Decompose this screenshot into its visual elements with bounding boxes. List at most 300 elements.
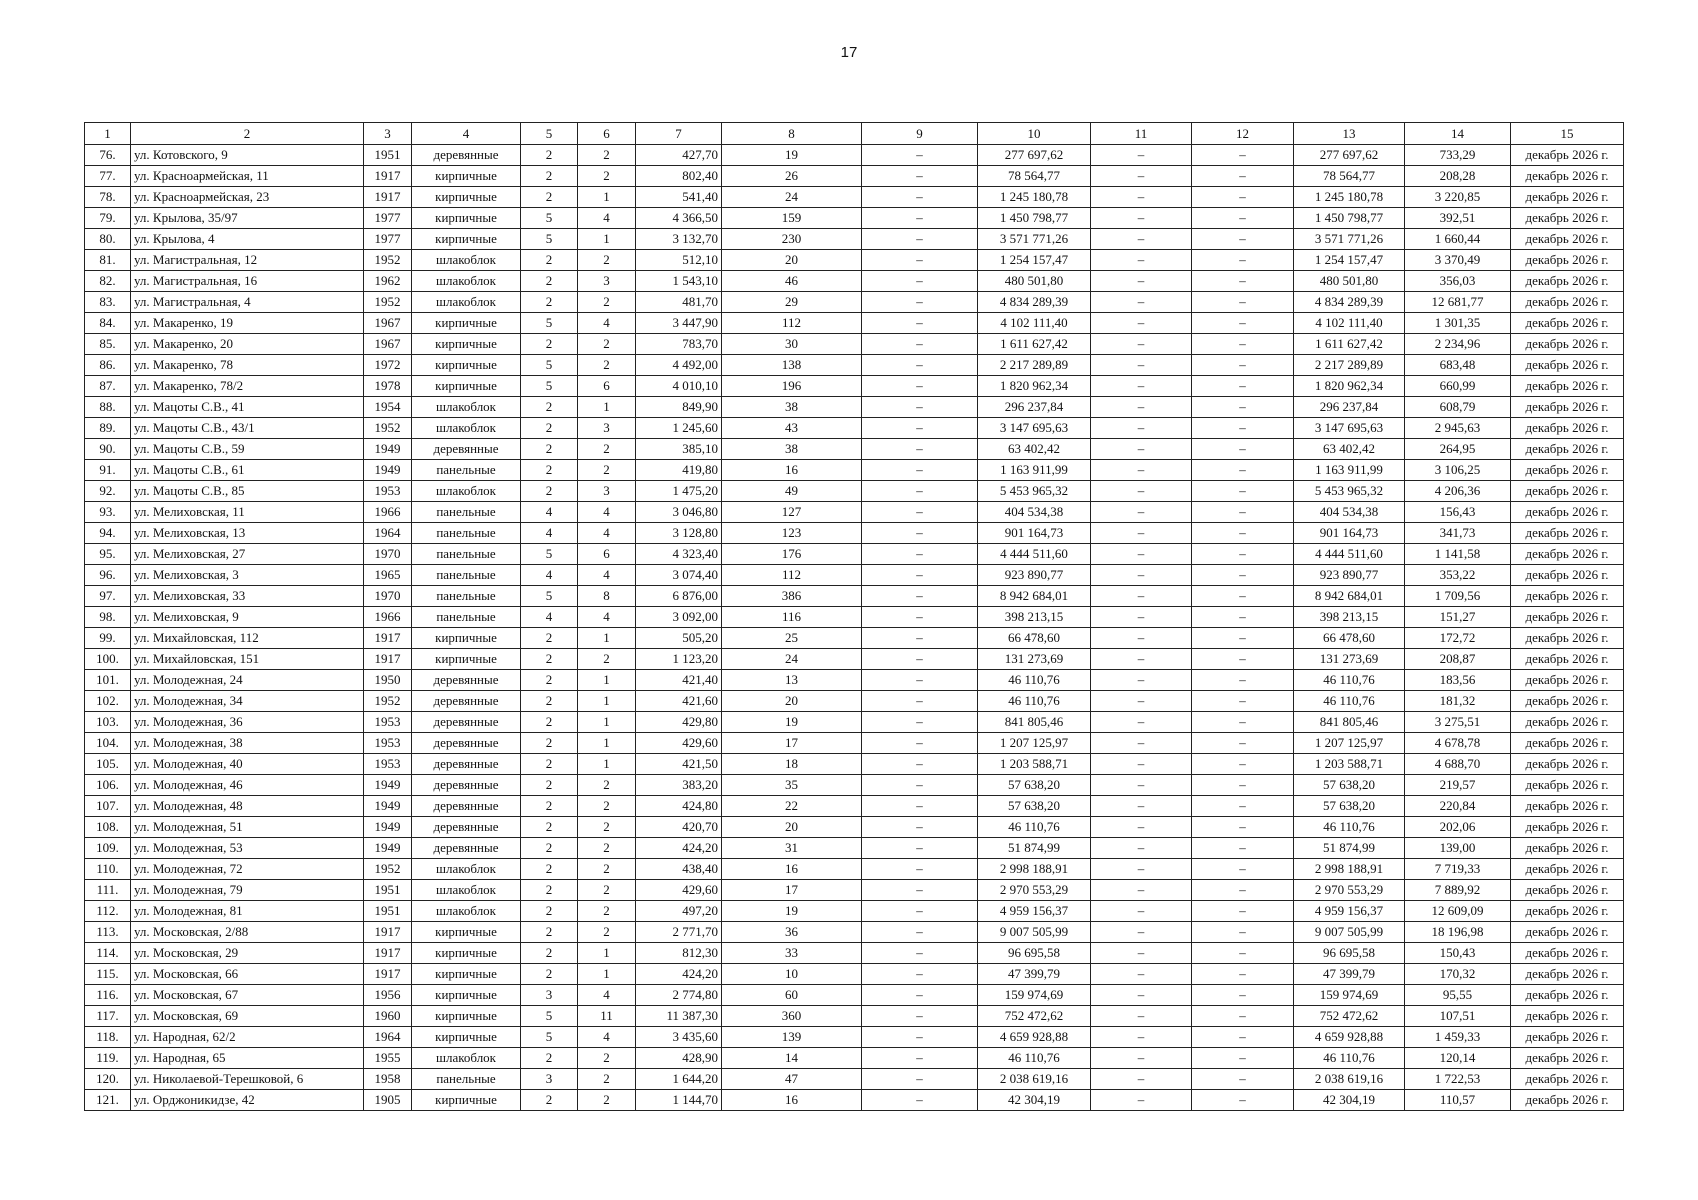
floors-cell: 2: [521, 166, 578, 187]
address-cell: ул. Мелиховская, 11: [131, 502, 364, 523]
deadline-cell: декабрь 2026 г.: [1511, 145, 1624, 166]
col-12-value-cell: –: [1192, 292, 1294, 313]
residents-cell: 38: [722, 439, 862, 460]
entrances-cell: 1: [578, 754, 636, 775]
residents-cell: 16: [722, 1090, 862, 1111]
deadline-cell: декабрь 2026 г.: [1511, 460, 1624, 481]
area-cell: 3 092,00: [636, 607, 722, 628]
col-12-value-cell: –: [1192, 649, 1294, 670]
address-cell: ул. Макаренко, 20: [131, 334, 364, 355]
entrances-cell: 2: [578, 1090, 636, 1111]
col-11-value-cell: –: [1091, 670, 1192, 691]
col-10-value-cell: 923 890,77: [978, 565, 1091, 586]
col-12-value-cell: –: [1192, 859, 1294, 880]
col-10-value-cell: 5 453 965,32: [978, 481, 1091, 502]
residents-cell: 360: [722, 1006, 862, 1027]
col-9-value-cell: –: [862, 880, 978, 901]
column-header-9: 9: [862, 123, 978, 145]
col-9-value-cell: –: [862, 460, 978, 481]
col-10-value-cell: 296 237,84: [978, 397, 1091, 418]
wall-material-cell: кирпичные: [412, 985, 521, 1006]
year-built-cell: 1951: [364, 880, 412, 901]
col-9-value-cell: –: [862, 208, 978, 229]
table-row: [85, 460, 1624, 481]
row-number-cell: 112.: [85, 901, 131, 922]
col-10-value-cell: 4 659 928,88: [978, 1027, 1091, 1048]
wall-material-cell: шлакоблок: [412, 397, 521, 418]
col-9-value-cell: –: [862, 439, 978, 460]
col-14-value-cell: 208,28: [1405, 166, 1511, 187]
floors-cell: 2: [521, 250, 578, 271]
row-number-cell: 97.: [85, 586, 131, 607]
floors-cell: 5: [521, 376, 578, 397]
wall-material-cell: панельные: [412, 544, 521, 565]
entrances-cell: 2: [578, 838, 636, 859]
address-cell: ул. Макаренко, 78: [131, 355, 364, 376]
row-number-cell: 98.: [85, 607, 131, 628]
table-row: [85, 880, 1624, 901]
address-cell: ул. Орджоникидзе, 42: [131, 1090, 364, 1111]
floors-cell: 2: [521, 922, 578, 943]
col-14-value-cell: 107,51: [1405, 1006, 1511, 1027]
col-12-value-cell: –: [1192, 943, 1294, 964]
floors-cell: 2: [521, 796, 578, 817]
area-cell: 4 366,50: [636, 208, 722, 229]
residents-cell: 33: [722, 943, 862, 964]
year-built-cell: 1917: [364, 187, 412, 208]
page-number: 17: [840, 44, 858, 61]
deadline-cell: декабрь 2026 г.: [1511, 1069, 1624, 1090]
deadline-cell: декабрь 2026 г.: [1511, 397, 1624, 418]
col-12-value-cell: –: [1192, 796, 1294, 817]
residents-cell: 17: [722, 733, 862, 754]
area-cell: 424,80: [636, 796, 722, 817]
deadline-cell: декабрь 2026 г.: [1511, 1048, 1624, 1069]
col-14-value-cell: 660,99: [1405, 376, 1511, 397]
address-cell: ул. Московская, 67: [131, 985, 364, 1006]
col-12-value-cell: –: [1192, 901, 1294, 922]
table-row: [85, 376, 1624, 397]
area-cell: 438,40: [636, 859, 722, 880]
year-built-cell: 1977: [364, 229, 412, 250]
address-cell: ул. Крылова, 4: [131, 229, 364, 250]
wall-material-cell: шлакоблок: [412, 1048, 521, 1069]
residents-cell: 20: [722, 817, 862, 838]
deadline-cell: декабрь 2026 г.: [1511, 292, 1624, 313]
residents-cell: 36: [722, 922, 862, 943]
floors-cell: 2: [521, 334, 578, 355]
col-10-value-cell: 57 638,20: [978, 775, 1091, 796]
col-10-value-cell: 901 164,73: [978, 523, 1091, 544]
residents-cell: 18: [722, 754, 862, 775]
col-9-value-cell: –: [862, 565, 978, 586]
address-cell: ул. Молодежная, 53: [131, 838, 364, 859]
area-cell: 1 144,70: [636, 1090, 722, 1111]
col-14-value-cell: 1 660,44: [1405, 229, 1511, 250]
year-built-cell: 1917: [364, 628, 412, 649]
entrances-cell: 6: [578, 544, 636, 565]
wall-material-cell: шлакоблок: [412, 859, 521, 880]
deadline-cell: декабрь 2026 г.: [1511, 166, 1624, 187]
wall-material-cell: панельные: [412, 565, 521, 586]
table-row: [85, 733, 1624, 754]
table-row: [85, 1027, 1624, 1048]
col-13-value-cell: 47 399,79: [1294, 964, 1405, 985]
area-cell: 541,40: [636, 187, 722, 208]
deadline-cell: декабрь 2026 г.: [1511, 964, 1624, 985]
col-13-value-cell: 42 304,19: [1294, 1090, 1405, 1111]
col-9-value-cell: –: [862, 943, 978, 964]
wall-material-cell: кирпичные: [412, 313, 521, 334]
row-number-cell: 115.: [85, 964, 131, 985]
wall-material-cell: деревянные: [412, 775, 521, 796]
deadline-cell: декабрь 2026 г.: [1511, 565, 1624, 586]
col-11-value-cell: –: [1091, 208, 1192, 229]
row-number-cell: 77.: [85, 166, 131, 187]
col-13-value-cell: 2 970 553,29: [1294, 880, 1405, 901]
address-cell: ул. Молодежная, 46: [131, 775, 364, 796]
table-row: [85, 544, 1624, 565]
deadline-cell: декабрь 2026 г.: [1511, 439, 1624, 460]
entrances-cell: 2: [578, 1069, 636, 1090]
area-cell: 11 387,30: [636, 1006, 722, 1027]
deadline-cell: декабрь 2026 г.: [1511, 187, 1624, 208]
wall-material-cell: кирпичные: [412, 1090, 521, 1111]
col-14-value-cell: 12 681,77: [1405, 292, 1511, 313]
residents-cell: 19: [722, 145, 862, 166]
area-cell: 421,50: [636, 754, 722, 775]
residents-cell: 127: [722, 502, 862, 523]
col-14-value-cell: 120,14: [1405, 1048, 1511, 1069]
floors-cell: 3: [521, 1069, 578, 1090]
column-header-7: 7: [636, 123, 722, 145]
deadline-cell: декабрь 2026 г.: [1511, 607, 1624, 628]
residents-cell: 139: [722, 1027, 862, 1048]
col-9-value-cell: –: [862, 376, 978, 397]
table-row: [85, 1048, 1624, 1069]
row-number-cell: 101.: [85, 670, 131, 691]
table-row: [85, 1069, 1624, 1090]
col-10-value-cell: 1 254 157,47: [978, 250, 1091, 271]
deadline-cell: декабрь 2026 г.: [1511, 733, 1624, 754]
col-14-value-cell: 3 370,49: [1405, 250, 1511, 271]
floors-cell: 2: [521, 628, 578, 649]
year-built-cell: 1952: [364, 691, 412, 712]
col-13-value-cell: 2 998 188,91: [1294, 859, 1405, 880]
entrances-cell: 2: [578, 250, 636, 271]
address-cell: ул. Михайловская, 151: [131, 649, 364, 670]
residents-cell: 19: [722, 712, 862, 733]
wall-material-cell: панельные: [412, 502, 521, 523]
area-cell: 424,20: [636, 838, 722, 859]
wall-material-cell: шлакоблок: [412, 292, 521, 313]
address-cell: ул. Молодежная, 38: [131, 733, 364, 754]
col-12-value-cell: –: [1192, 418, 1294, 439]
col-10-value-cell: 2 998 188,91: [978, 859, 1091, 880]
column-header-15: 15: [1511, 123, 1624, 145]
col-13-value-cell: 96 695,58: [1294, 943, 1405, 964]
row-number-cell: 89.: [85, 418, 131, 439]
column-header-6: 6: [578, 123, 636, 145]
col-13-value-cell: 4 102 111,40: [1294, 313, 1405, 334]
col-11-value-cell: –: [1091, 565, 1192, 586]
area-cell: 6 876,00: [636, 586, 722, 607]
area-cell: 849,90: [636, 397, 722, 418]
year-built-cell: 1953: [364, 733, 412, 754]
address-cell: ул. Народная, 62/2: [131, 1027, 364, 1048]
col-13-value-cell: 9 007 505,99: [1294, 922, 1405, 943]
floors-cell: 5: [521, 229, 578, 250]
area-cell: 505,20: [636, 628, 722, 649]
floors-cell: 4: [521, 502, 578, 523]
floors-cell: 4: [521, 523, 578, 544]
col-10-value-cell: 3 147 695,63: [978, 418, 1091, 439]
col-12-value-cell: –: [1192, 817, 1294, 838]
wall-material-cell: деревянные: [412, 691, 521, 712]
address-cell: ул. Молодежная, 81: [131, 901, 364, 922]
col-10-value-cell: 1 450 798,77: [978, 208, 1091, 229]
col-14-value-cell: 4 206,36: [1405, 481, 1511, 502]
col-12-value-cell: –: [1192, 712, 1294, 733]
col-12-value-cell: –: [1192, 313, 1294, 334]
col-14-value-cell: 156,43: [1405, 502, 1511, 523]
col-10-value-cell: 159 974,69: [978, 985, 1091, 1006]
col-12-value-cell: –: [1192, 460, 1294, 481]
table-row: [85, 166, 1624, 187]
col-14-value-cell: 7 889,92: [1405, 880, 1511, 901]
wall-material-cell: кирпичные: [412, 355, 521, 376]
table-row: [85, 313, 1624, 334]
col-9-value-cell: –: [862, 1090, 978, 1111]
wall-material-cell: кирпичные: [412, 187, 521, 208]
floors-cell: 2: [521, 838, 578, 859]
col-10-value-cell: 277 697,62: [978, 145, 1091, 166]
col-10-value-cell: 66 478,60: [978, 628, 1091, 649]
deadline-cell: декабрь 2026 г.: [1511, 859, 1624, 880]
col-14-value-cell: 150,43: [1405, 943, 1511, 964]
residents-cell: 176: [722, 544, 862, 565]
residents-cell: 35: [722, 775, 862, 796]
entrances-cell: 3: [578, 271, 636, 292]
row-number-cell: 90.: [85, 439, 131, 460]
col-11-value-cell: –: [1091, 439, 1192, 460]
area-cell: 802,40: [636, 166, 722, 187]
entrances-cell: 11: [578, 1006, 636, 1027]
wall-material-cell: кирпичные: [412, 649, 521, 670]
address-cell: ул. Магистральная, 4: [131, 292, 364, 313]
floors-cell: 2: [521, 145, 578, 166]
entrances-cell: 2: [578, 922, 636, 943]
col-14-value-cell: 356,03: [1405, 271, 1511, 292]
entrances-cell: 1: [578, 229, 636, 250]
residents-cell: 26: [722, 166, 862, 187]
col-13-value-cell: 46 110,76: [1294, 670, 1405, 691]
col-14-value-cell: 18 196,98: [1405, 922, 1511, 943]
row-number-cell: 83.: [85, 292, 131, 313]
residents-cell: 20: [722, 691, 862, 712]
col-10-value-cell: 46 110,76: [978, 670, 1091, 691]
row-number-cell: 100.: [85, 649, 131, 670]
row-number-cell: 106.: [85, 775, 131, 796]
col-12-value-cell: –: [1192, 355, 1294, 376]
col-12-value-cell: –: [1192, 166, 1294, 187]
col-14-value-cell: 2 945,63: [1405, 418, 1511, 439]
year-built-cell: 1965: [364, 565, 412, 586]
col-11-value-cell: –: [1091, 649, 1192, 670]
floors-cell: 2: [521, 187, 578, 208]
row-number-cell: 82.: [85, 271, 131, 292]
col-9-value-cell: –: [862, 712, 978, 733]
col-11-value-cell: –: [1091, 586, 1192, 607]
row-number-cell: 87.: [85, 376, 131, 397]
col-10-value-cell: 2 970 553,29: [978, 880, 1091, 901]
address-cell: ул. Московская, 66: [131, 964, 364, 985]
entrances-cell: 2: [578, 145, 636, 166]
entrances-cell: 2: [578, 880, 636, 901]
year-built-cell: 1917: [364, 649, 412, 670]
col-9-value-cell: –: [862, 1069, 978, 1090]
col-9-value-cell: –: [862, 355, 978, 376]
col-11-value-cell: –: [1091, 943, 1192, 964]
year-built-cell: 1970: [364, 544, 412, 565]
area-cell: 3 435,60: [636, 1027, 722, 1048]
col-14-value-cell: 3 275,51: [1405, 712, 1511, 733]
col-11-value-cell: –: [1091, 691, 1192, 712]
row-number-cell: 94.: [85, 523, 131, 544]
deadline-cell: декабрь 2026 г.: [1511, 628, 1624, 649]
col-14-value-cell: 392,51: [1405, 208, 1511, 229]
entrances-cell: 6: [578, 376, 636, 397]
col-11-value-cell: –: [1091, 166, 1192, 187]
floors-cell: 2: [521, 817, 578, 838]
col-12-value-cell: –: [1192, 1090, 1294, 1111]
year-built-cell: 1970: [364, 586, 412, 607]
area-cell: 512,10: [636, 250, 722, 271]
area-cell: 481,70: [636, 292, 722, 313]
table-row: [85, 355, 1624, 376]
col-12-value-cell: –: [1192, 586, 1294, 607]
year-built-cell: 1960: [364, 1006, 412, 1027]
residents-cell: 46: [722, 271, 862, 292]
row-number-cell: 110.: [85, 859, 131, 880]
year-built-cell: 1958: [364, 1069, 412, 1090]
table-row: [85, 838, 1624, 859]
floors-cell: 2: [521, 733, 578, 754]
table-row: [85, 502, 1624, 523]
deadline-cell: декабрь 2026 г.: [1511, 376, 1624, 397]
wall-material-cell: шлакоблок: [412, 271, 521, 292]
col-12-value-cell: –: [1192, 334, 1294, 355]
col-14-value-cell: 219,57: [1405, 775, 1511, 796]
row-number-cell: 91.: [85, 460, 131, 481]
deadline-cell: декабрь 2026 г.: [1511, 943, 1624, 964]
col-9-value-cell: –: [862, 397, 978, 418]
address-cell: ул. Мелиховская, 9: [131, 607, 364, 628]
address-cell: ул. Мелиховская, 13: [131, 523, 364, 544]
col-11-value-cell: –: [1091, 985, 1192, 1006]
col-11-value-cell: –: [1091, 796, 1192, 817]
wall-material-cell: панельные: [412, 1069, 521, 1090]
col-9-value-cell: –: [862, 292, 978, 313]
col-9-value-cell: –: [862, 229, 978, 250]
entrances-cell: 2: [578, 775, 636, 796]
address-cell: ул. Молодежная, 36: [131, 712, 364, 733]
address-cell: ул. Молодежная, 48: [131, 796, 364, 817]
residents-cell: 112: [722, 313, 862, 334]
col-14-value-cell: 95,55: [1405, 985, 1511, 1006]
deadline-cell: декабрь 2026 г.: [1511, 418, 1624, 439]
residents-cell: 24: [722, 187, 862, 208]
col-14-value-cell: 3 106,25: [1405, 460, 1511, 481]
floors-cell: 5: [521, 586, 578, 607]
wall-material-cell: кирпичные: [412, 628, 521, 649]
address-cell: ул. Молодежная, 34: [131, 691, 364, 712]
col-13-value-cell: 3 571 771,26: [1294, 229, 1405, 250]
col-13-value-cell: 63 402,42: [1294, 439, 1405, 460]
entrances-cell: 2: [578, 796, 636, 817]
col-14-value-cell: 353,22: [1405, 565, 1511, 586]
deadline-cell: декабрь 2026 г.: [1511, 901, 1624, 922]
col-10-value-cell: 841 805,46: [978, 712, 1091, 733]
col-14-value-cell: 2 234,96: [1405, 334, 1511, 355]
col-10-value-cell: 3 571 771,26: [978, 229, 1091, 250]
row-number-cell: 78.: [85, 187, 131, 208]
col-13-value-cell: 1 254 157,47: [1294, 250, 1405, 271]
col-12-value-cell: –: [1192, 607, 1294, 628]
entrances-cell: 2: [578, 460, 636, 481]
col-13-value-cell: 398 213,15: [1294, 607, 1405, 628]
year-built-cell: 1949: [364, 460, 412, 481]
deadline-cell: декабрь 2026 г.: [1511, 712, 1624, 733]
col-13-value-cell: 1 820 962,34: [1294, 376, 1405, 397]
area-cell: 4 323,40: [636, 544, 722, 565]
area-cell: 428,90: [636, 1048, 722, 1069]
floors-cell: 2: [521, 1090, 578, 1111]
year-built-cell: 1952: [364, 859, 412, 880]
col-10-value-cell: 4 102 111,40: [978, 313, 1091, 334]
residents-cell: 16: [722, 460, 862, 481]
column-header-1: 1: [85, 123, 131, 145]
column-header-4: 4: [412, 123, 521, 145]
area-cell: 4 492,00: [636, 355, 722, 376]
col-10-value-cell: 404 534,38: [978, 502, 1091, 523]
col-10-value-cell: 46 110,76: [978, 817, 1091, 838]
col-13-value-cell: 8 942 684,01: [1294, 586, 1405, 607]
col-9-value-cell: –: [862, 670, 978, 691]
wall-material-cell: деревянные: [412, 796, 521, 817]
area-cell: 1 644,20: [636, 1069, 722, 1090]
area-cell: 4 010,10: [636, 376, 722, 397]
col-12-value-cell: –: [1192, 397, 1294, 418]
entrances-cell: 4: [578, 208, 636, 229]
table-row: [85, 712, 1624, 733]
entrances-cell: 1: [578, 670, 636, 691]
wall-material-cell: шлакоблок: [412, 250, 521, 271]
col-13-value-cell: 404 534,38: [1294, 502, 1405, 523]
col-11-value-cell: –: [1091, 1027, 1192, 1048]
address-cell: ул. Магистральная, 12: [131, 250, 364, 271]
deadline-cell: декабрь 2026 г.: [1511, 817, 1624, 838]
floors-cell: 2: [521, 943, 578, 964]
area-cell: 419,80: [636, 460, 722, 481]
deadline-cell: декабрь 2026 г.: [1511, 1027, 1624, 1048]
row-number-cell: 114.: [85, 943, 131, 964]
col-13-value-cell: 4 834 289,39: [1294, 292, 1405, 313]
address-cell: ул. Мацоты С.В., 43/1: [131, 418, 364, 439]
col-14-value-cell: 4 688,70: [1405, 754, 1511, 775]
year-built-cell: 1952: [364, 250, 412, 271]
residents-cell: 38: [722, 397, 862, 418]
